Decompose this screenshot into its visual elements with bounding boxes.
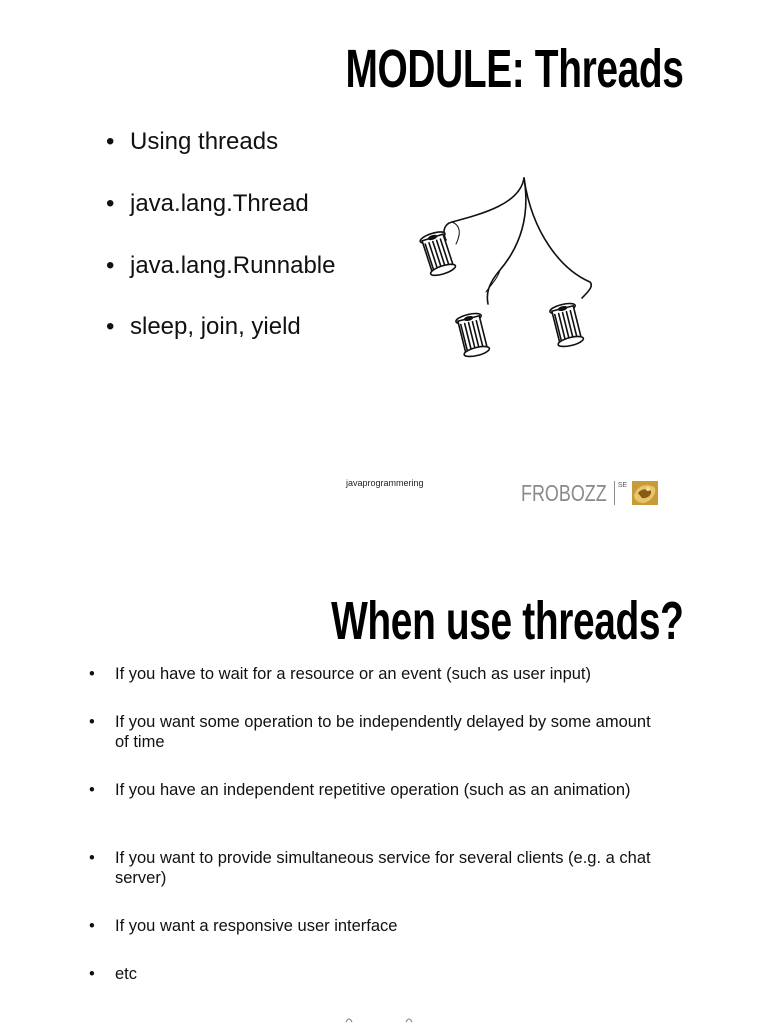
logo-divider	[614, 481, 615, 505]
bullet-text: If you have to wait for a resource or an event (such as user input)	[115, 665, 591, 683]
bullet-item	[106, 190, 309, 218]
bullet-text: java.lang.Thread	[130, 190, 309, 217]
bullet-item	[106, 128, 278, 156]
logo-emblem-icon	[632, 481, 658, 505]
bullet-item	[106, 252, 336, 280]
bullet-marker: •	[89, 917, 95, 935]
slide-title: When use threads?	[331, 591, 684, 651]
bullet-marker: •	[89, 965, 95, 983]
bullet-marker: •	[89, 665, 95, 683]
thread-spools-icon	[412, 174, 602, 370]
bullet-text: If you want some operation to be independently delayed by some amount of time	[115, 713, 651, 751]
bullet-item	[89, 712, 669, 752]
bullet-marker: •	[89, 781, 95, 799]
page-edge-mark	[344, 1012, 414, 1024]
bullet-item	[89, 848, 669, 888]
bullet-item	[89, 780, 669, 800]
bullet-text: If you want to provide simultaneous service for several clients (e.g. a chat server)	[115, 849, 651, 887]
bullet-marker: •	[89, 849, 95, 867]
bullet-marker: •	[106, 252, 115, 279]
frobozz-logo	[521, 480, 627, 508]
bullet-marker: •	[106, 128, 115, 155]
bullet-text: If you have an independent repetitive operation (such as an animation)	[115, 781, 631, 799]
bullet-marker: •	[106, 190, 115, 217]
bullet-text: java.lang.Runnable	[130, 252, 336, 279]
bullet-item	[89, 664, 669, 684]
bullet-marker: •	[106, 313, 115, 340]
logo-wordmark: FROBOZZ	[521, 480, 607, 506]
slide-when-use-threads	[0, 570, 768, 1024]
bullet-text: Using threads	[130, 128, 279, 155]
bullet-text: etc	[115, 965, 138, 983]
bullet-text: sleep, join, yield	[130, 313, 301, 340]
bullet-item	[106, 313, 301, 341]
logo-suffix: SE	[617, 482, 628, 489]
bullet-text: If you want a responsive user interface	[115, 917, 398, 935]
footer-course-name: javaprogrammering	[346, 478, 424, 488]
bullet-item	[89, 964, 669, 984]
bullet-marker: •	[89, 713, 95, 731]
bullet-item	[89, 916, 669, 936]
slide-title: MODULE: Threads	[345, 39, 684, 99]
